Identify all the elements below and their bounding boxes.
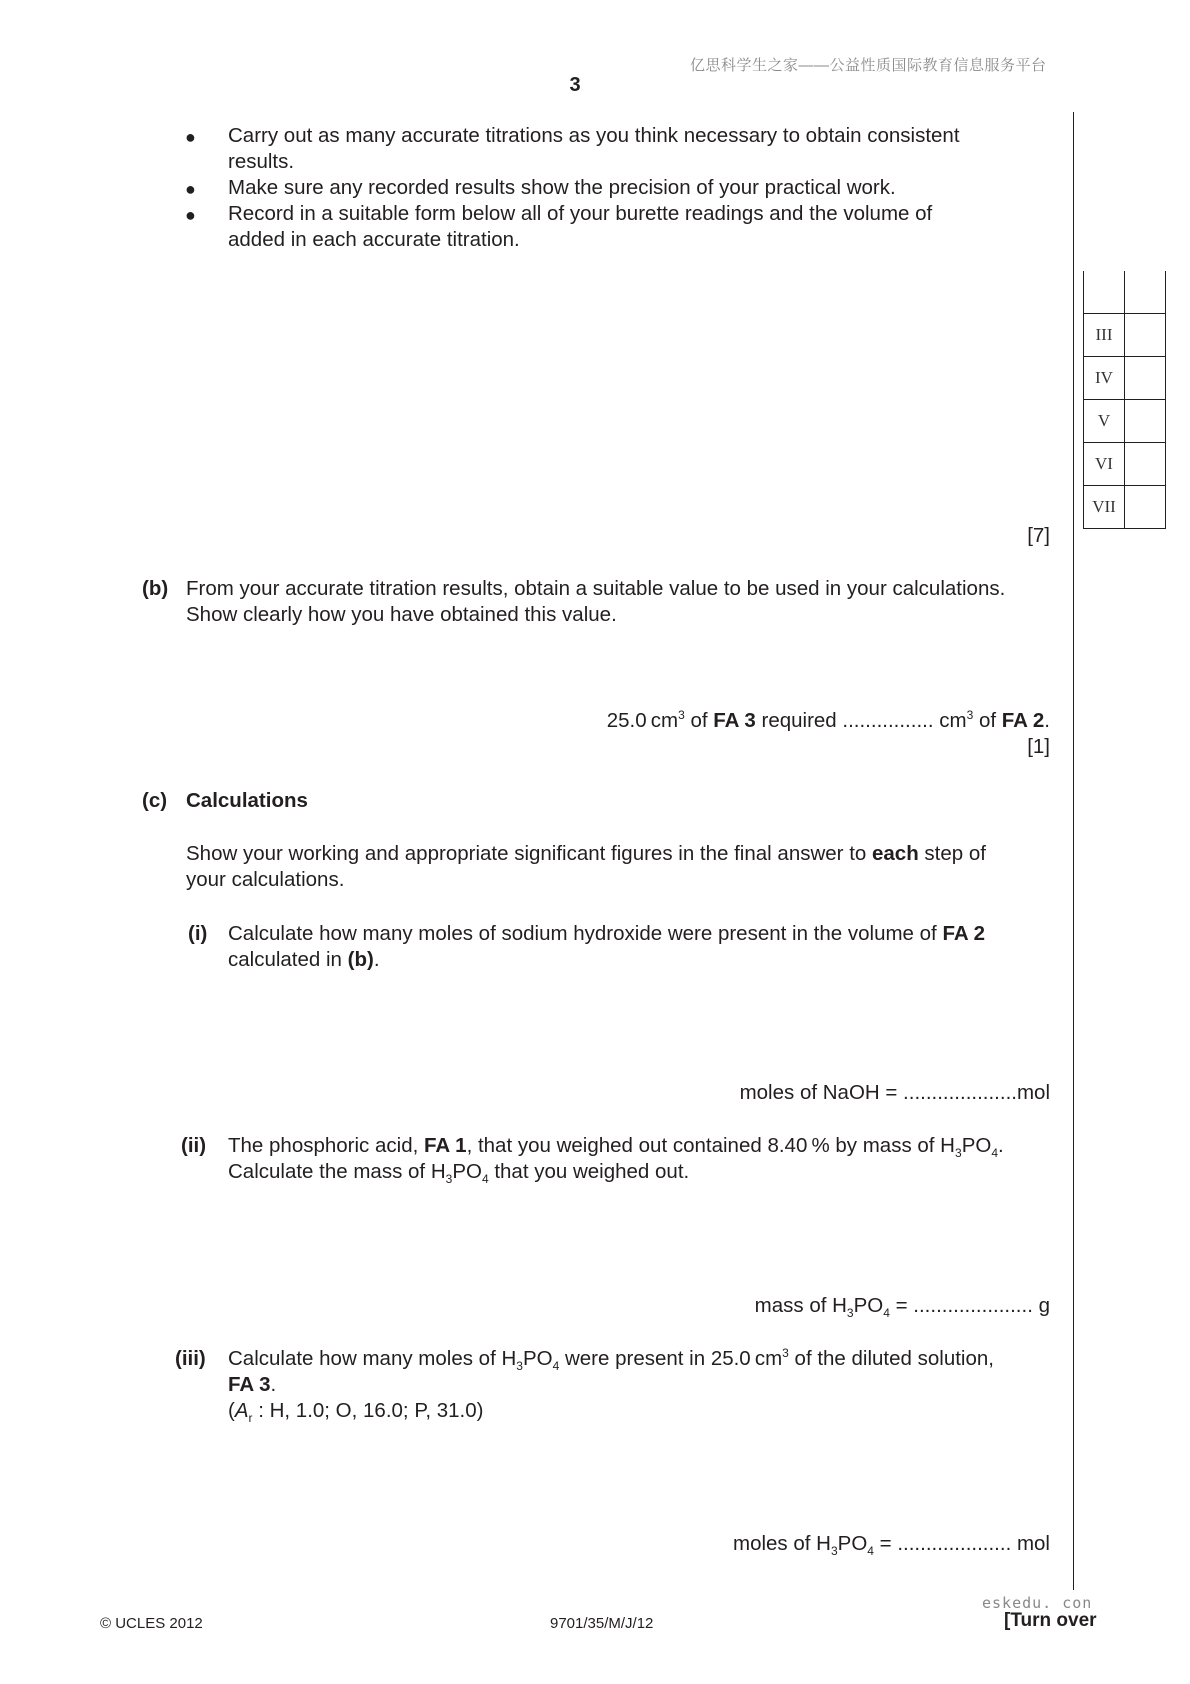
part-c-iii-label: (iii): [175, 1347, 206, 1370]
part-c-i-line2: calculated in (b).: [228, 948, 380, 971]
grid-label-cell: VII: [1084, 486, 1125, 529]
grid-label-cell: IV: [1084, 357, 1125, 400]
grid-label-cell: VI: [1084, 443, 1125, 486]
part-c-i-line1: Calculate how many moles of sodium hydroxide were present in the volume of FA 2: [228, 922, 985, 945]
grid-mark-cell: [1125, 486, 1166, 529]
part-c-i-answer: moles of NaOH = ....................mol: [739, 1081, 1050, 1104]
margin-rule: [1073, 112, 1074, 1590]
part-a-marks: [7]: [1027, 524, 1050, 547]
part-c-ii-line1: The phosphoric acid, FA 1, that you weighed out contained 8.40 % by mass of $H_3PO_4$.: [228, 1134, 1004, 1161]
part-c-label: (c): [142, 789, 168, 812]
part-c-intro-line2: your calculations.: [186, 868, 345, 891]
part-c-ii-line2: Calculate the mass of $H_3PO_4$ that you weighed out.: [228, 1160, 690, 1187]
grid-mark-cell: [1125, 443, 1166, 486]
bullet-1-line2: results.: [228, 150, 295, 173]
part-b-marks: [1]: [1027, 735, 1050, 758]
bullet-1-line1: Carry out as many accurate titrations as you think necessary to obtain consistent: [228, 124, 960, 147]
page-number: 3: [569, 74, 581, 96]
bullet-3-line1: Record in a suitable form below all of your burette readings and the volume of: [228, 202, 933, 225]
grid-mark-cell: [1125, 400, 1166, 443]
grid-label-cell: V: [1084, 400, 1125, 443]
site-watermark: eskedu. con: [982, 1594, 1093, 1612]
part-b-line1: From your accurate titration results, obtain a suitable value to be used in your calculations.: [186, 577, 1006, 600]
part-c-ii-answer: mass of $H_3PO_4$ = ..................... g: [754, 1294, 1050, 1321]
grid-mark-cell: [1125, 357, 1166, 400]
part-c-iii-answer: moles of $H_3PO_4$ = .................... mol: [733, 1532, 1050, 1559]
part-c-i-label: (i): [188, 922, 208, 945]
bullet-icon: ●: [185, 127, 196, 147]
part-b-answer-line: 25.0 $cm^3$ of FA 3 required ................ $cm^3$ of FA 2.: [606, 708, 1050, 732]
part-c-iii-line2: FA 3.: [228, 1373, 277, 1396]
watermark-text: 亿思科学生之家——公益性质国际教育信息服务平台: [690, 57, 1047, 74]
copyright-text: © UCLES 2012: [100, 1615, 203, 1632]
part-c-heading: Calculations: [186, 789, 308, 812]
bullet-3-line2: added in each accurate titration.: [228, 228, 520, 251]
part-c-ii-label: (ii): [181, 1134, 207, 1157]
part-c-intro-line1: Show your working and appropriate significant figures in the final answer to each step of: [186, 842, 986, 865]
bullet-icon: ●: [185, 179, 196, 199]
bullet-2-line1: Make sure any recorded results show the precision of your practical work.: [228, 176, 896, 199]
part-c-iii-line1: Calculate how many moles of $H_3PO_4$ were present in 25.0 $cm^3$ of the diluted solution,: [228, 1346, 994, 1374]
grid-mark-cell: [1125, 271, 1166, 314]
part-c-iii-line3: ($A_r$ : H, 1.0; O, 16.0; P, 31.0): [228, 1399, 484, 1426]
grid-label-cell: III: [1084, 314, 1125, 357]
part-b-line2: Show clearly how you have obtained this value.: [186, 603, 617, 626]
turn-over-text: [Turn over: [1004, 1610, 1097, 1631]
paper-code: 9701/35/M/J/12: [550, 1615, 654, 1632]
part-b-label: (b): [142, 577, 169, 600]
grid-label-cell: [1084, 271, 1125, 314]
examiner-marks-grid: [1083, 271, 1166, 529]
bullet-icon: ●: [185, 205, 196, 225]
grid-mark-cell: [1125, 314, 1166, 357]
